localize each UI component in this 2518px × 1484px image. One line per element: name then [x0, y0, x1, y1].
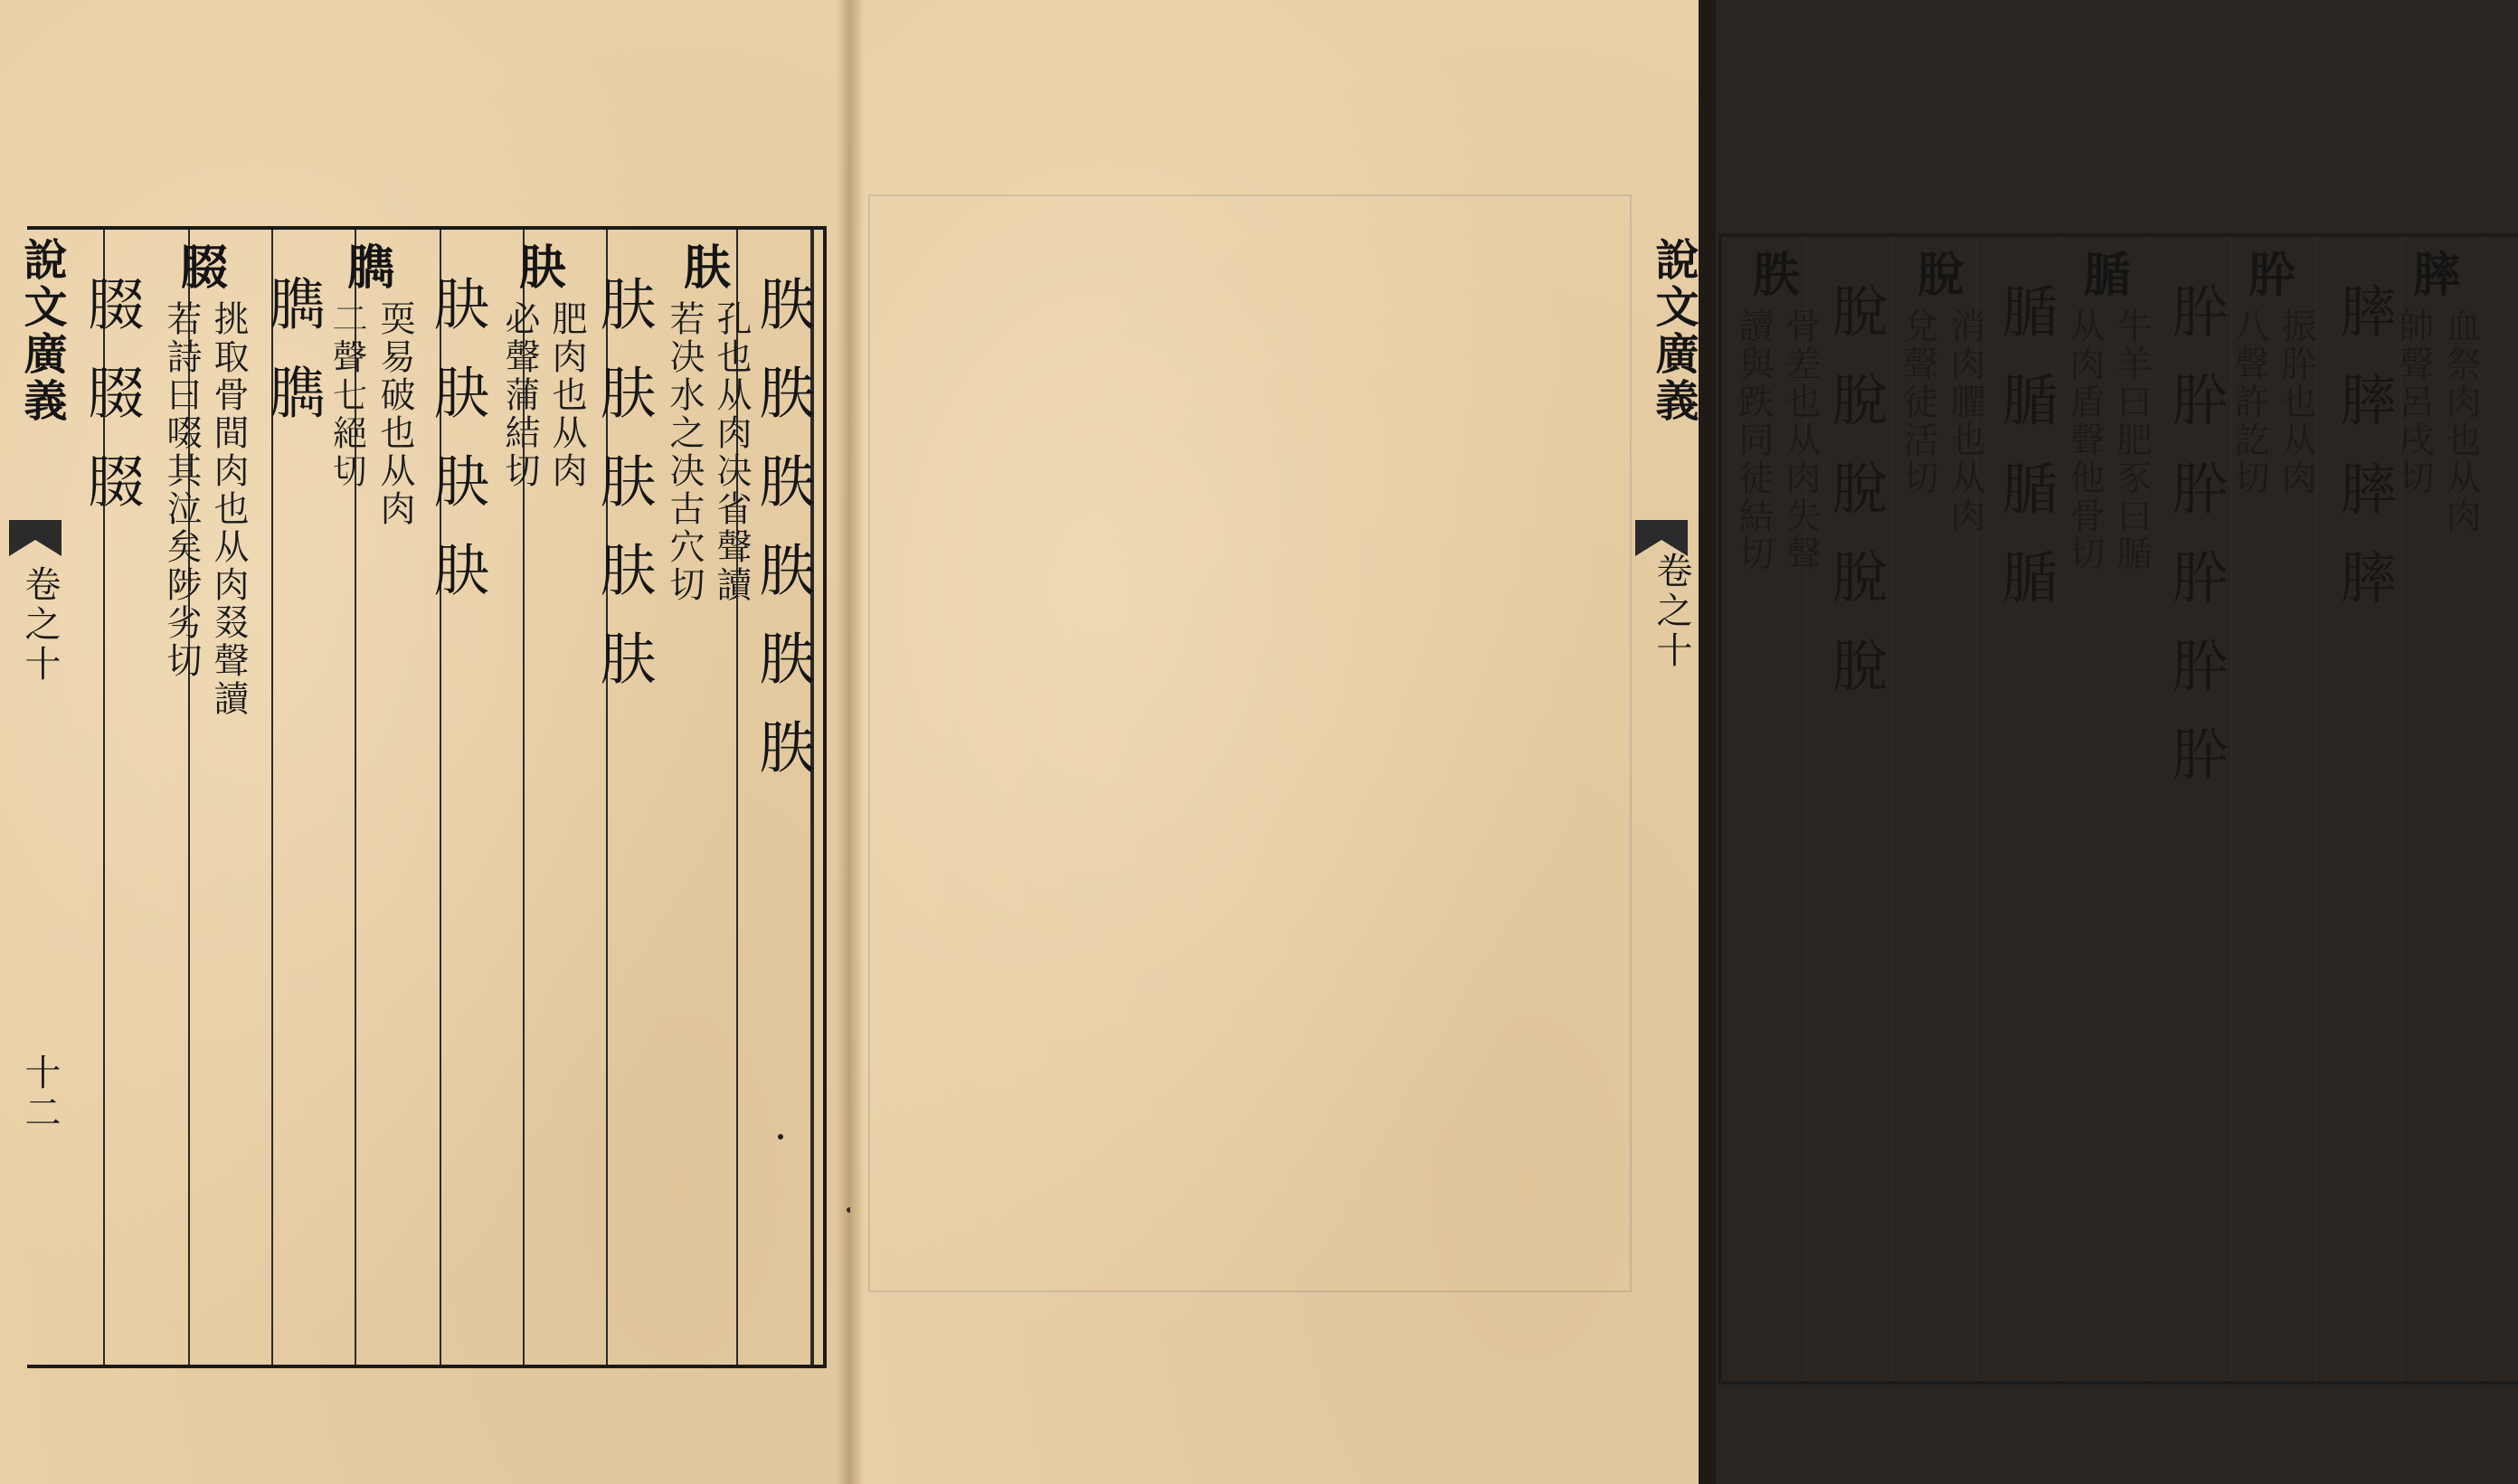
gloss-text: 消肉臞也从肉 兌聲徒活切	[1898, 307, 1985, 535]
seal-forms: 腯腯腯腯	[1993, 282, 2059, 637]
book-title-right: 說文廣義	[1648, 237, 1699, 425]
head-character: 肤	[683, 241, 731, 296]
page-edge-shadow	[1699, 0, 1716, 1484]
gloss-text: 耎易破也从肉 𠄞聲七絕切	[327, 300, 415, 528]
gloss-text: 振肸也从肉 八聲許訖切	[2229, 307, 2316, 497]
column-rule	[1890, 237, 1892, 1381]
gloss-text: 挑取骨間肉也从肉叕聲讀 若詩曰啜其泣矣陟劣切	[161, 300, 249, 718]
fishtail-mark-right	[1635, 520, 1688, 556]
text-frame-right	[1718, 233, 2518, 1385]
head-character: 胅	[1752, 248, 1800, 303]
gloss-text: 血祭肉也从肉 帥聲呂戌切	[2393, 307, 2481, 535]
left-page	[0, 0, 850, 1484]
head-character: 膟	[2412, 248, 2460, 303]
seal-forms: 膟膟膟膟	[2331, 282, 2397, 637]
seal-forms: 肸肸肸肸肸肸	[2163, 282, 2229, 814]
text-frame-left	[27, 226, 827, 1368]
book-title-left: 說文廣義	[16, 237, 67, 425]
folio-number-left: 十二	[19, 1054, 61, 1133]
punctuation-dot	[778, 1134, 783, 1139]
bleed-through-frame	[868, 194, 1632, 1292]
head-character: 䏐	[518, 241, 566, 296]
seal-forms: 胅胅胅胅胅胅	[750, 275, 816, 807]
head-character: 脫	[1917, 248, 1964, 303]
seal-forms: 肤肤肤肤肤	[591, 275, 657, 718]
volume-label-left: 卷之十	[19, 565, 61, 685]
head-character: 腯	[2083, 248, 2131, 303]
head-character: 腏	[180, 241, 228, 296]
seal-forms: 脫脫脫脫脫	[1822, 282, 1888, 725]
head-character: 肸	[2248, 248, 2296, 303]
right-page	[850, 0, 2481, 1484]
gloss-text: 孔也从肉决省聲讀 若决水之决古穴切	[664, 300, 752, 604]
gloss-text: 骨差也从肉失聲 讀與跌同徒結切	[1733, 307, 1821, 573]
seal-forms: 腏腏腏	[79, 275, 145, 541]
gloss-text: 肥肉也从肉 必聲蒲結切	[499, 300, 587, 490]
gloss-text: 牛羊曰肥豕曰腯 从肉盾聲他骨切	[2064, 307, 2152, 573]
head-character: 臇	[346, 241, 394, 296]
book-gutter	[837, 0, 864, 1484]
seal-forms: 臇臇	[260, 275, 326, 452]
volume-label-right: 卷之十	[1651, 552, 1692, 671]
seal-forms: 䏐䏐䏐䏐	[424, 275, 490, 629]
